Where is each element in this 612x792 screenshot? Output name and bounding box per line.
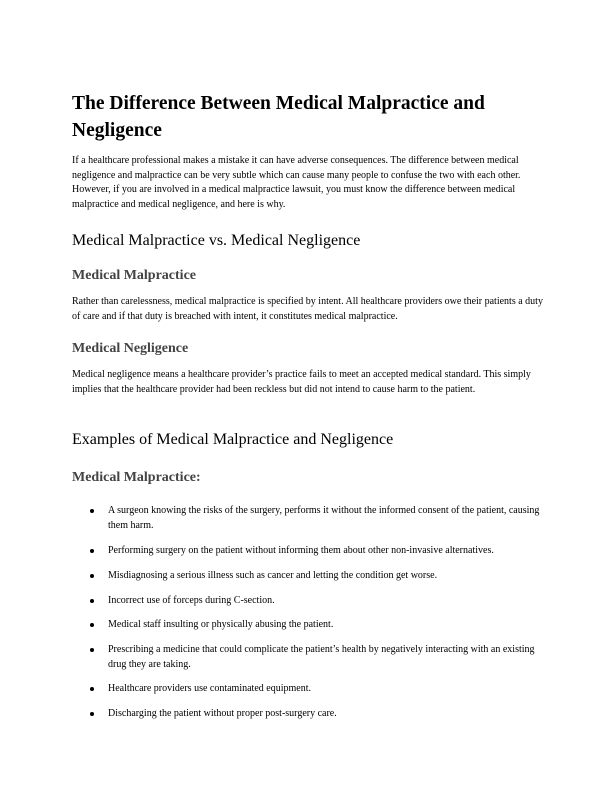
section-heading: Examples of Medical Malpractice and Negligence — [72, 431, 394, 448]
bullet-icon — [90, 648, 94, 652]
list-item: Medical staff insulting or physically abusing the patient. — [108, 618, 544, 633]
paragraph: Medical negligence means a healthcare provider’s practice fails to meet an accepted medical standard. This simply implies that the healthcare provider had been reckless but did not intend to cause harm to the patient. — [72, 369, 531, 395]
section-heading: Medical Malpractice vs. Medical Negligence — [72, 232, 361, 249]
bullet-icon — [90, 712, 94, 716]
list-item: Discharging the patient without proper post-surgery care. — [108, 707, 544, 722]
list-item: Performing surgery on the patient without informing them about other non-invasive alternatives. — [108, 544, 544, 559]
bullet-icon — [90, 509, 94, 513]
bullet-icon — [90, 574, 94, 578]
intro-paragraph: If a healthcare professional makes a mistake it can have adverse consequences. The difference between medical negligence and malpractice can be very subtle which can cause many people to confuse the two with each other. However, if you are involved in a medical malpractice lawsuit, you must know the difference between medical malpractice and medical negligence, and here is why. — [72, 155, 521, 210]
list-item: Prescribing a medicine that could complicate the patient’s health by negatively interacting with an existing drug they are taking. — [108, 643, 544, 672]
page-title: The Difference Between Medical Malpractice and Negligence — [72, 93, 485, 141]
list-item: Incorrect use of forceps during C-section. — [108, 594, 544, 609]
subheading: Medical Negligence — [72, 341, 189, 356]
bullet-icon — [90, 599, 94, 603]
list-item: Healthcare providers use contaminated equipment. — [108, 682, 544, 697]
bullet-icon — [90, 549, 94, 553]
paragraph: Rather than carelessness, medical malpractice is specified by intent. All healthcare providers owe their patients a duty of care and if that duty is breached with intent, it constitutes medical malpractice. — [72, 296, 543, 322]
bullet-icon — [90, 623, 94, 627]
list-item: Misdiagnosing a serious illness such as cancer and letting the condition get worse. — [108, 569, 544, 584]
bullet-icon — [90, 687, 94, 691]
list-item: A surgeon knowing the risks of the surgery, performs it without the informed consent of the patient, causing them harm. — [108, 504, 544, 533]
subheading: Medical Malpractice: — [72, 470, 201, 485]
subheading: Medical Malpractice — [72, 268, 197, 283]
